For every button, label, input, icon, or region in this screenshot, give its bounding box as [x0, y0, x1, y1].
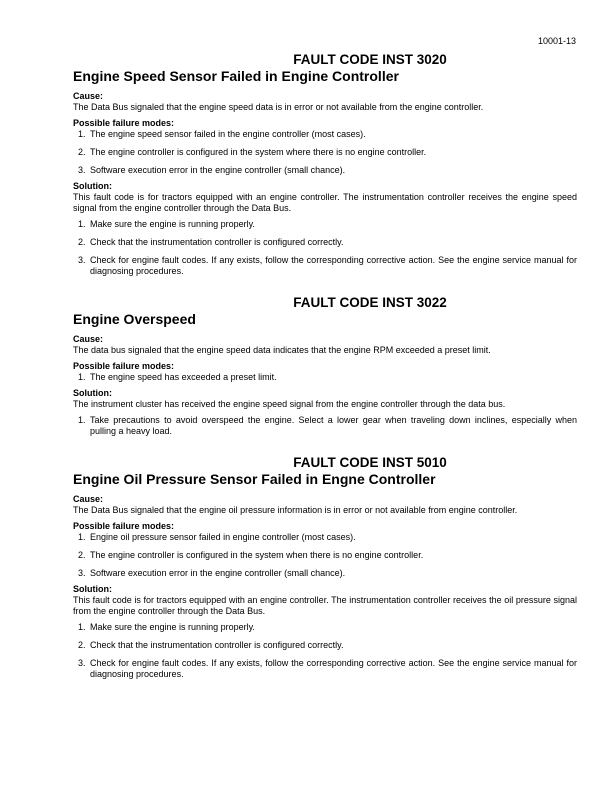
- cause-label: Cause:: [73, 334, 104, 344]
- failure-modes-list: [73, 129, 577, 176]
- failure-modes-list: [73, 532, 577, 579]
- list-item: 1. Make sure the engine is running properly.: [78, 219, 255, 229]
- list-item: 1. The engine speed sensor failed in the engine controller (most cases).: [78, 129, 366, 139]
- solution-text: The instrument cluster has received the engine speed signal from the engine controller through the data bus.: [73, 399, 506, 409]
- fault-code-heading: FAULT CODE INST 3020: [293, 52, 447, 67]
- cause-text: The Data Bus signaled that the engine oil pressure information is in error or not available from engine controller.: [73, 505, 518, 515]
- fault-code-heading: FAULT CODE INST 3022: [293, 295, 447, 310]
- list-item: 2. Check that the instrumentation controller is configured correctly.: [78, 237, 344, 247]
- list-item: 2. Check that the instrumentation controller is configured correctly.: [78, 640, 344, 650]
- list-item: 1. Make sure the engine is running properly.: [78, 622, 255, 632]
- cause-text: The data bus signaled that the engine speed data indicates that the engine RPM exceeded a preset limit.: [73, 345, 491, 355]
- failure-modes-label: Possible failure modes:: [73, 521, 175, 531]
- cause-label: Cause:: [73, 494, 104, 504]
- list-item: 3. Software execution error in the engine controller (small chance).: [78, 165, 346, 175]
- list-item: 1. Engine oil pressure sensor failed in engine controller (most cases).: [78, 532, 356, 542]
- list-item: 3. Check for engine fault codes. If any exists, follow the corresponding corrective action. See the engine service manual for diagnosing procedures.: [78, 255, 577, 276]
- list-item: 1. Take precautions to avoid overspeed the engine. Select a lower gear when traveling down inclines, especially when pulling a heavy load.: [78, 415, 577, 436]
- fault-title: Engine Overspeed: [73, 311, 196, 327]
- solution-steps-list: [73, 219, 577, 277]
- solution-text: This fault code is for tractors equipped with an engine controller. The instrumentation controller receives the oil pressure signal from the engine controller through the Data Bus.: [73, 595, 577, 616]
- list-item: 1. The engine speed has exceeded a preset limit.: [78, 372, 277, 382]
- solution-steps-list: [73, 415, 577, 437]
- fault-code-heading: FAULT CODE INST 5010: [293, 455, 447, 470]
- solution-label: Solution:: [73, 584, 112, 594]
- fault-section-5010: [73, 455, 577, 680]
- list-item: 2. The engine controller is configured in the system when there is no engine controller.: [78, 550, 424, 560]
- cause-label: Cause:: [73, 91, 104, 101]
- fault-section-3022: [73, 295, 577, 437]
- failure-modes-label: Possible failure modes:: [73, 361, 175, 371]
- document-body: [73, 52, 577, 698]
- fault-section-3020: [73, 52, 577, 277]
- solution-label: Solution:: [73, 388, 112, 398]
- solution-text: This fault code is for tractors equipped with an engine controller. The instrumentation controller receives the engine speed signal from the engine controller through the Data Bus.: [73, 192, 577, 213]
- list-item: 3. Check for engine fault codes. If any exists, follow the corresponding corrective action. See the engine service manual for diagnosing procedures.: [78, 658, 577, 679]
- failure-modes-list: [73, 372, 577, 383]
- cause-text: The Data Bus signaled that the engine speed data is in error or not available from the engine controller.: [73, 102, 484, 112]
- fault-title: Engine Oil Pressure Sensor Failed in Engne Controller: [73, 471, 436, 487]
- list-item: 3. Software execution error in the engine controller (small chance).: [78, 568, 346, 578]
- solution-steps-list: [73, 622, 577, 680]
- fault-title: Engine Speed Sensor Failed in Engine Controller: [73, 68, 399, 84]
- solution-label: Solution:: [73, 181, 112, 191]
- list-item: 2. The engine controller is configured in the system where there is no engine controller.: [78, 147, 427, 157]
- page-number: 10001-13: [537, 36, 576, 46]
- failure-modes-label: Possible failure modes:: [73, 118, 175, 128]
